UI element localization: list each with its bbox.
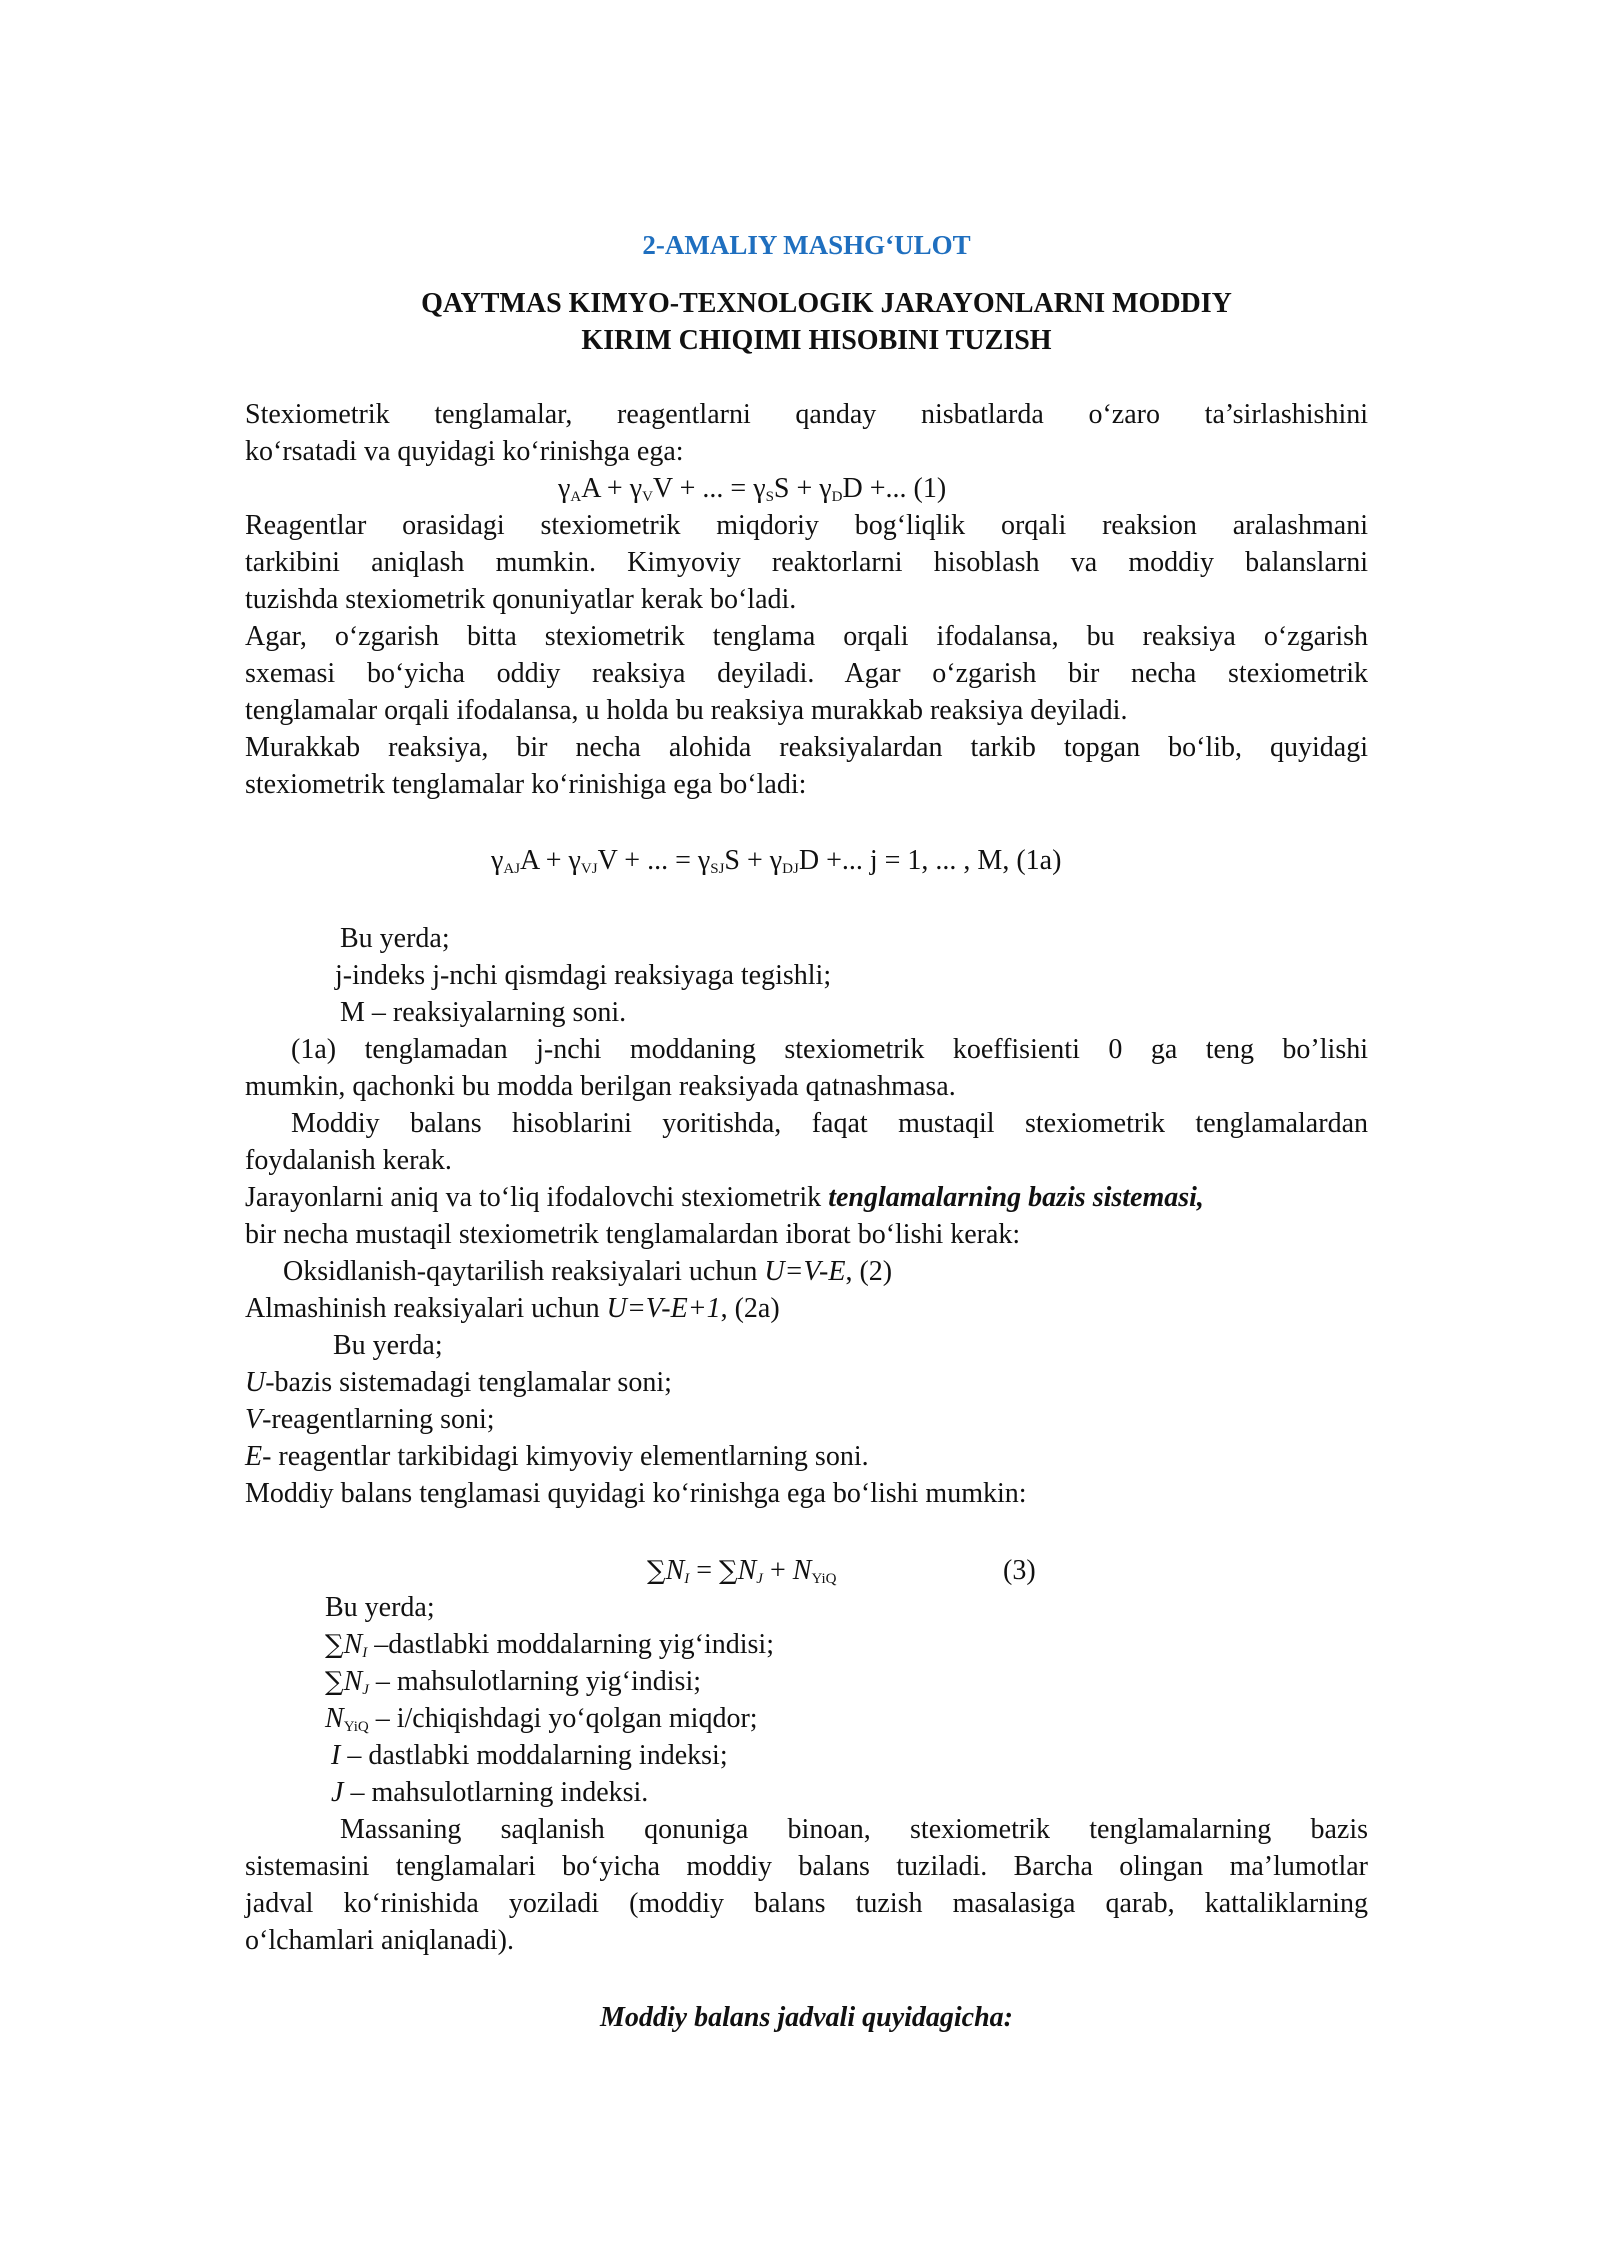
- paragraph-line: stexiometrik tenglamalar ko‘rinishiga ega bo‘ladi:: [245, 769, 807, 800]
- where-line: E- reagentlar tarkibidagi kimyoviy elementlarning soni.: [245, 1441, 869, 1472]
- paragraph-line: Jarayonlarni aniq va to‘liq ifodalovchi stexiometrik tenglamalarning bazis sistemasi,: [245, 1182, 1204, 1213]
- paragraph-line: Stexiometrik tenglamalar, reagentlarni qanday nisbatlarda o‘zaro ta’sirlashishini: [245, 399, 1368, 430]
- equation-1a: $\gamma_{AJ}A + \gamma_{VJ}V$ + ... = $\gamma_{SJ}S + \gamma_{DJ}D$ +... j = 1, ... , M, (1a): [491, 845, 1062, 877]
- subtitle-line: KIRIM CHIQIMI HISOBINI TUZISH: [581, 325, 1052, 356]
- subtitle-line: QAYTMAS KIMYO-TEXNOLOGIK JARAYONLARNI MODDIY: [421, 288, 1232, 319]
- where-line: $\sum N_I$ –dastlabki moddalarning yig‘indisi;: [325, 1629, 774, 1661]
- paragraph-line: mumkin, qachonki bu modda berilgan reaksiyada qatnashmasa.: [245, 1071, 956, 1102]
- where-line: Bu yerda;: [333, 1330, 443, 1361]
- equation-number: (3): [1003, 1555, 1036, 1586]
- where-line: $N_{YiQ}$ – i/chiqishdagi yo‘qolgan miqdor;: [325, 1703, 758, 1735]
- paragraph-line: Moddiy balans tenglamasi quyidagi ko‘rinishga ega bo‘lishi mumkin:: [245, 1478, 1027, 1509]
- equation-1: $\gamma_AA + \gamma_VV$ + ... = $\gamma_SS + \gamma_DD$ +... (1): [558, 473, 947, 505]
- paragraph-line: tarkibini aniqlash mumkin. Kimyoviy reaktorlarni hisoblash va moddiy balanslarni: [245, 547, 1368, 578]
- paragraph-line: tuzishda stexiometrik qonuniyatlar kerak bo‘ladi.: [245, 584, 797, 615]
- paragraph-line: Massaning saqlanish qonuniga binoan, stexiometrik tenglamalarning bazis: [340, 1814, 1368, 1845]
- where-line: I – dastlabki moddalarning indeksi;: [331, 1740, 728, 1771]
- paragraph-line: Moddiy balans hisoblarini yoritishda, faqat mustaqil stexiometrik tenglamalardan: [291, 1108, 1368, 1139]
- where-line: U-bazis sistemadagi tenglamalar soni;: [245, 1367, 672, 1398]
- where-line: j-indeks j-nchi qismdagi reaksiyaga tegishli;: [335, 960, 832, 991]
- paragraph-line: Reagentlar orasidagi stexiometrik miqdoriy bog‘liqlik orqali reaksion aralashmani: [245, 510, 1368, 541]
- formula-2: Oksidlanish-qaytarilish reaksiyalari uchun U=V-E, (2): [283, 1256, 893, 1287]
- equation-3: $\sum N_I = \sum N_J + N_{YiQ}$: [647, 1555, 837, 1587]
- paragraph-line: jadval ko‘rinishida yoziladi (moddiy balans tuzish masalasiga qarab, kattaliklarning: [245, 1888, 1368, 1919]
- paragraph-line: o‘lchamlari aniqlanadi).: [245, 1925, 514, 1956]
- paragraph-line: (1a) tenglamadan j-nchi moddaning stexiometrik koeffisienti 0 ga teng bo’lishi: [291, 1034, 1368, 1065]
- paragraph-line: tenglamalar orqali ifodalansa, u holda bu reaksiya murakkab reaksiya deyiladi.: [245, 695, 1128, 726]
- paragraph-line: bir necha mustaqil stexiometrik tenglamalardan iborat bo‘lishi kerak:: [245, 1219, 1021, 1250]
- paragraph-line: Agar, o‘zgarish bitta stexiometrik tenglama orqali ifodalansa, bu reaksiya o‘zgarish: [245, 621, 1368, 652]
- emphasis-text: tenglamalarning bazis sistemasi,: [828, 1182, 1204, 1213]
- paragraph-line: Murakkab reaksiya, bir necha alohida reaksiyalardan tarkib topgan bo‘lib, quyidagi: [245, 732, 1368, 763]
- table-heading: Moddiy balans jadvali quyidagicha:: [600, 2002, 1013, 2033]
- where-line: Bu yerda;: [340, 923, 450, 954]
- where-line: $\sum N_J$ – mahsulotlarning yig‘indisi;: [325, 1666, 702, 1698]
- formula-2a: Almashinish reaksiyalari uchun U=V-E+1, (2a): [245, 1293, 780, 1324]
- page-title: 2-AMALIY MASHG‘ULOT: [642, 230, 971, 260]
- paragraph-line: foydalanish kerak.: [245, 1145, 452, 1176]
- page-subtitle: [245, 285, 1368, 359]
- where-line: J – mahsulotlarning indeksi.: [331, 1777, 649, 1808]
- where-line: Bu yerda;: [325, 1592, 435, 1623]
- paragraph-line: ko‘rsatadi va quyidagi ko‘rinishga ega:: [245, 436, 684, 467]
- paragraph-line: sxemasi bo‘yicha oddiy reaksiya deyiladi. Agar o‘zgarish bir necha stexiometrik: [245, 658, 1368, 689]
- where-line: M – reaksiyalarning soni.: [340, 997, 627, 1028]
- where-line: V-reagentlarning soni;: [245, 1404, 495, 1435]
- paragraph-line: sistemasini tenglamalari bo‘yicha moddiy balans tuziladi. Barcha olingan ma’lumotlar: [245, 1851, 1368, 1882]
